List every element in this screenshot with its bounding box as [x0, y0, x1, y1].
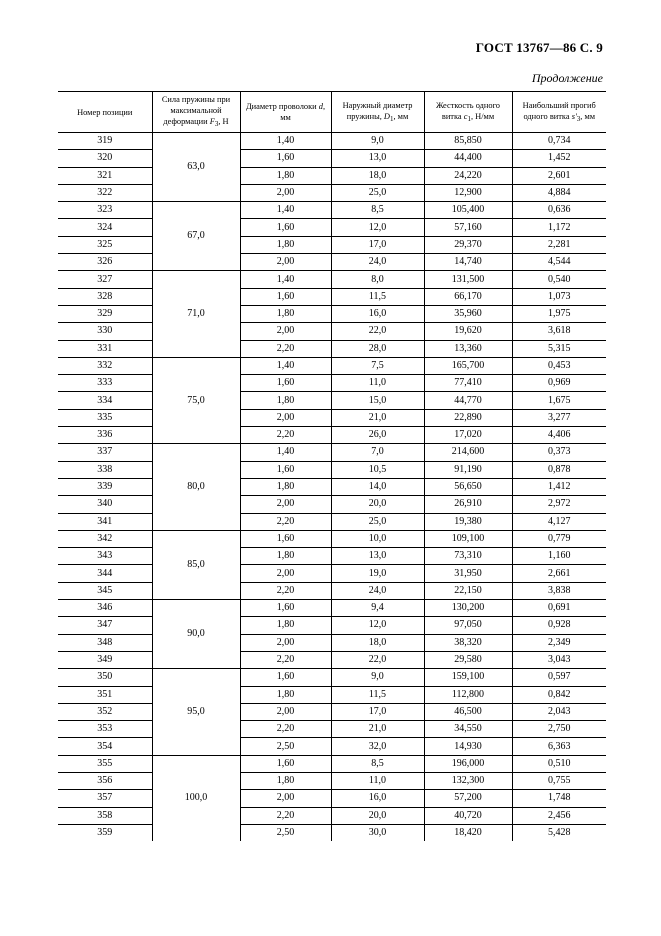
cell-wire-diameter: 1,40: [240, 133, 331, 150]
table-row: [58, 461, 606, 478]
cell-position: 334: [58, 392, 152, 409]
cell-position: 336: [58, 427, 152, 444]
cell-stiffness: 57,160: [424, 219, 512, 236]
continuation-label: Продолжение: [531, 71, 603, 85]
cell-position: 345: [58, 582, 152, 599]
table-row: [58, 375, 606, 392]
table-row: [58, 738, 606, 755]
cell-force: 85,0: [152, 530, 240, 599]
table-row: [58, 496, 606, 513]
cell-wire-diameter: 1,60: [240, 669, 331, 686]
cell-max-deflection: 1,452: [512, 150, 606, 167]
cell-max-deflection: 2,349: [512, 634, 606, 651]
cell-wire-diameter: 1,40: [240, 444, 331, 461]
header-wire-diameter: Диаметр проволоки d, мм: [240, 92, 331, 133]
cell-outer-diameter: 22,0: [331, 651, 424, 668]
cell-position: 359: [97, 827, 113, 839]
table-row: [58, 530, 606, 547]
cell-stiffness: 131,500: [424, 271, 512, 288]
cell-position: 356: [58, 772, 152, 789]
table-row: [58, 357, 606, 374]
cell-position: 350: [58, 669, 152, 686]
cell-stiffness: 130,200: [424, 600, 512, 617]
cell-position: 332: [58, 357, 152, 374]
cell-stiffness: 18,420: [424, 824, 512, 841]
cell-force: 71,0: [152, 271, 240, 357]
cell-outer-diameter: 8,5: [331, 755, 424, 772]
cell-position: 319: [58, 133, 152, 150]
cell-max-deflection: 0,878: [512, 461, 606, 478]
cell-wire-diameter: 1,80: [240, 167, 331, 184]
cell-stiffness: 159,100: [424, 669, 512, 686]
cell-wire-diameter: 2,00: [240, 565, 331, 582]
cell-outer-diameter: 13,0: [331, 548, 424, 565]
cell-position: 338: [58, 461, 152, 478]
cell-max-deflection: 2,456: [512, 807, 606, 824]
cell-outer-diameter: 21,0: [331, 409, 424, 426]
cell-stiffness: 85,850: [424, 133, 512, 150]
cell-max-deflection: 0,636: [512, 202, 606, 219]
cell-wire-diameter: 2,00: [240, 790, 331, 807]
table-row: [58, 427, 606, 444]
cell-stiffness: 109,100: [424, 530, 512, 547]
cell-position: 326: [58, 254, 152, 271]
table-body: [58, 133, 606, 842]
cell-stiffness: 105,400: [424, 202, 512, 219]
cell-stiffness: 35,960: [424, 305, 512, 322]
cell-outer-diameter: 11,0: [331, 772, 424, 789]
cell-max-deflection: 1,172: [512, 219, 606, 236]
cell-position: 358: [58, 807, 152, 824]
cell-max-deflection: 3,838: [512, 582, 606, 599]
cell-position: 348: [58, 634, 152, 651]
cell-max-deflection: 0,779: [512, 530, 606, 547]
cell-stiffness: 17,020: [424, 427, 512, 444]
cell-wire-diameter: 2,00: [240, 323, 331, 340]
cell-stiffness: 13,360: [424, 340, 512, 357]
cell-outer-diameter: 19,0: [331, 565, 424, 582]
cell-outer-diameter: 24,0: [331, 254, 424, 271]
header-position: Номер позиции: [58, 92, 152, 133]
cell-position: 321: [58, 167, 152, 184]
header-force: Сила пружины при максимальной деформации $F_3$, Н: [152, 92, 240, 133]
cell-outer-diameter: 25,0: [331, 184, 424, 201]
cell-position: 333: [58, 375, 152, 392]
cell-max-deflection: 0,928: [512, 617, 606, 634]
cell-outer-diameter: 28,0: [331, 340, 424, 357]
table-row: [58, 219, 606, 236]
cell-position: 329: [58, 305, 152, 322]
cell-max-deflection: 3,043: [512, 651, 606, 668]
cell-position: 339: [58, 478, 152, 495]
cell-position: 344: [58, 565, 152, 582]
cell-wire-diameter: 1,60: [240, 530, 331, 547]
cell-position: 335: [58, 409, 152, 426]
cell-wire-diameter: 1,60: [240, 600, 331, 617]
page-header: ГОСТ 13767—86 С. 9: [475, 40, 603, 55]
cell-stiffness: 97,050: [424, 617, 512, 634]
cell-stiffness: 34,550: [424, 721, 512, 738]
cell-wire-diameter: 1,60: [240, 150, 331, 167]
cell-outer-diameter: 14,0: [331, 478, 424, 495]
cell-outer-diameter: 9,0: [331, 669, 424, 686]
cell-wire-diameter: 2,20: [240, 427, 331, 444]
cell-outer-diameter: 25,0: [331, 513, 424, 530]
cell-outer-diameter: 11,0: [331, 375, 424, 392]
cell-max-deflection: 4,884: [512, 184, 606, 201]
table-row: [58, 133, 606, 150]
cell-position: 343: [58, 548, 152, 565]
cell-max-deflection: 0,734: [512, 133, 606, 150]
cell-position: 346: [58, 600, 152, 617]
cell-force: 95,0: [152, 669, 240, 755]
cell-stiffness: 132,300: [424, 772, 512, 789]
cell-position: 330: [58, 323, 152, 340]
cell-position: 337: [58, 444, 152, 461]
cell-max-deflection: 2,601: [512, 167, 606, 184]
table-row: [58, 392, 606, 409]
cell-position: 347: [58, 617, 152, 634]
cell-position: 352: [58, 703, 152, 720]
cell-max-deflection: 2,043: [512, 703, 606, 720]
table-row: [58, 305, 606, 322]
cell-outer-diameter: 12,0: [331, 617, 424, 634]
cell-max-deflection: 4,127: [512, 513, 606, 530]
cell-outer-diameter: 7,5: [331, 357, 424, 374]
cell-wire-diameter: 1,80: [240, 305, 331, 322]
cell-wire-diameter: 2,20: [240, 513, 331, 530]
cell-position: 328: [58, 288, 152, 305]
cell-outer-diameter: 15,0: [331, 392, 424, 409]
cell-wire-diameter: 1,80: [240, 686, 331, 703]
cell-outer-diameter: 18,0: [331, 167, 424, 184]
cell-max-deflection: 5,315: [512, 340, 606, 357]
cell-force: 100,0: [152, 755, 240, 841]
cell-position: 327: [58, 271, 152, 288]
table-row: [58, 582, 606, 599]
cell-stiffness: 31,950: [424, 565, 512, 582]
cell-stiffness: 38,320: [424, 634, 512, 651]
cell-stiffness: 29,370: [424, 236, 512, 253]
cell-stiffness: 214,600: [424, 444, 512, 461]
cell-position: 340: [58, 496, 152, 513]
cell-wire-diameter: 2,00: [240, 634, 331, 651]
cell-position: 320: [58, 150, 152, 167]
cell-position: 355: [58, 755, 152, 772]
cell-max-deflection: 0,755: [512, 772, 606, 789]
cell-stiffness: 46,500: [424, 703, 512, 720]
cell-max-deflection: 0,540: [512, 271, 606, 288]
table-row: [58, 548, 606, 565]
cell-outer-diameter: 18,0: [331, 634, 424, 651]
cell-stiffness: 22,890: [424, 409, 512, 426]
cell-stiffness: 66,170: [424, 288, 512, 305]
cell-outer-diameter: 24,0: [331, 582, 424, 599]
spring-parameters-table: [58, 91, 606, 841]
cell-max-deflection: 3,277: [512, 409, 606, 426]
cell-force: 90,0: [152, 600, 240, 669]
cell-max-deflection: 4,544: [512, 254, 606, 271]
cell-outer-diameter: 16,0: [331, 305, 424, 322]
table-row: [58, 288, 606, 305]
cell-stiffness: 91,190: [424, 461, 512, 478]
cell-max-deflection: 0,597: [512, 669, 606, 686]
cell-outer-diameter: 20,0: [331, 807, 424, 824]
cell-max-deflection: 1,160: [512, 548, 606, 565]
cell-stiffness: 40,720: [424, 807, 512, 824]
cell-max-deflection: 0,842: [512, 686, 606, 703]
cell-wire-diameter: 2,20: [240, 721, 331, 738]
cell-stiffness: 73,310: [424, 548, 512, 565]
cell-position: 353: [58, 721, 152, 738]
header-outer-diameter: Наружный диаметр пружины, $D_1$, мм: [331, 92, 424, 133]
cell-wire-diameter: 1,60: [240, 755, 331, 772]
cell-stiffness: 196,000: [424, 755, 512, 772]
cell-force: 75,0: [152, 357, 240, 443]
cell-wire-diameter: 2,50: [240, 824, 331, 841]
cell-outer-diameter: 11,5: [331, 686, 424, 703]
cell-stiffness: 26,910: [424, 496, 512, 513]
cell-wire-diameter: 2,20: [240, 807, 331, 824]
table-row: [58, 703, 606, 720]
cell-wire-diameter: 2,00: [240, 496, 331, 513]
cell-stiffness: 14,740: [424, 254, 512, 271]
table-row: [58, 600, 606, 617]
table-row: [58, 669, 606, 686]
cell-wire-diameter: 2,00: [240, 409, 331, 426]
cell-max-deflection: 2,750: [512, 721, 606, 738]
cell-max-deflection: 1,975: [512, 305, 606, 322]
cell-max-deflection: 0,453: [512, 357, 606, 374]
cell-outer-diameter: 17,0: [331, 236, 424, 253]
cell-position: 331: [58, 340, 152, 357]
cell-outer-diameter: 9,0: [331, 133, 424, 150]
cell-wire-diameter: 1,60: [240, 461, 331, 478]
cell-wire-diameter: 1,60: [240, 288, 331, 305]
cell-wire-diameter: 1,80: [240, 478, 331, 495]
table-row: [58, 617, 606, 634]
table-row: [58, 167, 606, 184]
cell-wire-diameter: 1,80: [240, 548, 331, 565]
cell-outer-diameter: 8,0: [331, 271, 424, 288]
cell-stiffness: 24,220: [424, 167, 512, 184]
cell-position: 324: [58, 219, 152, 236]
cell-position: 325: [58, 236, 152, 253]
cell-outer-diameter: 22,0: [331, 323, 424, 340]
table-row: [58, 513, 606, 530]
table-row: [58, 184, 606, 201]
cell-stiffness: 165,700: [424, 357, 512, 374]
cell-position: 323: [58, 202, 152, 219]
cell-stiffness: 22,150: [424, 582, 512, 599]
cell-wire-diameter: 1,80: [240, 772, 331, 789]
cell-max-deflection: 2,661: [512, 565, 606, 582]
cell-outer-diameter: 32,0: [331, 738, 424, 755]
header-max-deflection: Наибольший прогиб одного витка $s'_3$, мм: [512, 92, 606, 133]
cell-max-deflection: 0,969: [512, 375, 606, 392]
cell-stiffness: 12,900: [424, 184, 512, 201]
cell-max-deflection: 1,748: [512, 790, 606, 807]
table-row: [58, 790, 606, 807]
cell-wire-diameter: 1,60: [240, 219, 331, 236]
header-stiffness: Жесткость одного витка $c_1$, Н/мм: [424, 92, 512, 133]
table-row: [58, 565, 606, 582]
cell-wire-diameter: 1,80: [240, 236, 331, 253]
cell-stiffness: 29,580: [424, 651, 512, 668]
table-row: [58, 323, 606, 340]
cell-outer-diameter: 8,5: [331, 202, 424, 219]
table-header-row: [58, 92, 606, 133]
table-row: [58, 634, 606, 651]
table-row: [58, 340, 606, 357]
cell-wire-diameter: 1,60: [240, 375, 331, 392]
cell-max-deflection: 3,618: [512, 323, 606, 340]
table-row: [58, 651, 606, 668]
cell-position: 342: [58, 530, 152, 547]
cell-position: 354: [58, 738, 152, 755]
cell-max-deflection: 4,406: [512, 427, 606, 444]
cell-max-deflection: 1,073: [512, 288, 606, 305]
cell-stiffness: 77,410: [424, 375, 512, 392]
cell-position: 341: [58, 513, 152, 530]
cell-wire-diameter: 2,00: [240, 703, 331, 720]
cell-outer-diameter: 30,0: [331, 824, 424, 841]
cell-stiffness: 19,620: [424, 323, 512, 340]
cell-position: 322: [58, 184, 152, 201]
cell-max-deflection: 0,510: [512, 755, 606, 772]
cell-stiffness: 112,800: [424, 686, 512, 703]
cell-outer-diameter: 26,0: [331, 427, 424, 444]
table-row: [58, 236, 606, 253]
cell-wire-diameter: 2,20: [240, 582, 331, 599]
cell-max-deflection: 6,363: [512, 738, 606, 755]
cell-outer-diameter: 17,0: [331, 703, 424, 720]
cell-position: 349: [58, 651, 152, 668]
table-row: [58, 271, 606, 288]
cell-outer-diameter: 21,0: [331, 721, 424, 738]
table-row: [58, 807, 606, 824]
cell-wire-diameter: 2,20: [240, 340, 331, 357]
cell-outer-diameter: 10,5: [331, 461, 424, 478]
cell-max-deflection: 1,412: [512, 478, 606, 495]
cell-stiffness: 57,200: [424, 790, 512, 807]
cell-stiffness: 44,400: [424, 150, 512, 167]
cell-wire-diameter: 1,80: [240, 392, 331, 409]
cell-wire-diameter: 2,50: [240, 738, 331, 755]
cell-force: 80,0: [152, 444, 240, 530]
cell-outer-diameter: 11,5: [331, 288, 424, 305]
table-row: [58, 444, 606, 461]
table-row: [58, 686, 606, 703]
table-row: [58, 721, 606, 738]
cell-max-deflection: 1,675: [512, 392, 606, 409]
cell-outer-diameter: 7,0: [331, 444, 424, 461]
cell-position: 357: [58, 790, 152, 807]
cell-wire-diameter: 2,20: [240, 651, 331, 668]
cell-wire-diameter: 2,00: [240, 254, 331, 271]
cell-wire-diameter: 1,40: [240, 271, 331, 288]
cell-outer-diameter: 13,0: [331, 150, 424, 167]
cell-wire-diameter: 1,40: [240, 357, 331, 374]
table-row: [58, 478, 606, 495]
cell-outer-diameter: 10,0: [331, 530, 424, 547]
cell-max-deflection: 2,972: [512, 496, 606, 513]
table-row: [58, 755, 606, 772]
cell-force: 63,0: [152, 133, 240, 202]
cell-force: 67,0: [152, 202, 240, 271]
table-row: [58, 254, 606, 271]
table-row: [58, 824, 606, 841]
cell-outer-diameter: 20,0: [331, 496, 424, 513]
table-row: [58, 409, 606, 426]
cell-stiffness: 56,650: [424, 478, 512, 495]
cell-max-deflection: 2,281: [512, 236, 606, 253]
cell-wire-diameter: 1,40: [240, 202, 331, 219]
table-row: [58, 202, 606, 219]
table-row: [58, 150, 606, 167]
cell-position: 351: [58, 686, 152, 703]
cell-max-deflection: 0,373: [512, 444, 606, 461]
cell-stiffness: 19,380: [424, 513, 512, 530]
cell-max-deflection: 5,428: [512, 824, 606, 841]
cell-max-deflection: 0,691: [512, 600, 606, 617]
table-row: [58, 772, 606, 789]
cell-wire-diameter: 2,00: [240, 184, 331, 201]
cell-stiffness: 44,770: [424, 392, 512, 409]
cell-stiffness: 14,930: [424, 738, 512, 755]
cell-wire-diameter: 1,80: [240, 617, 331, 634]
cell-outer-diameter: 9,4: [331, 600, 424, 617]
cell-outer-diameter: 16,0: [331, 790, 424, 807]
cell-outer-diameter: 12,0: [331, 219, 424, 236]
